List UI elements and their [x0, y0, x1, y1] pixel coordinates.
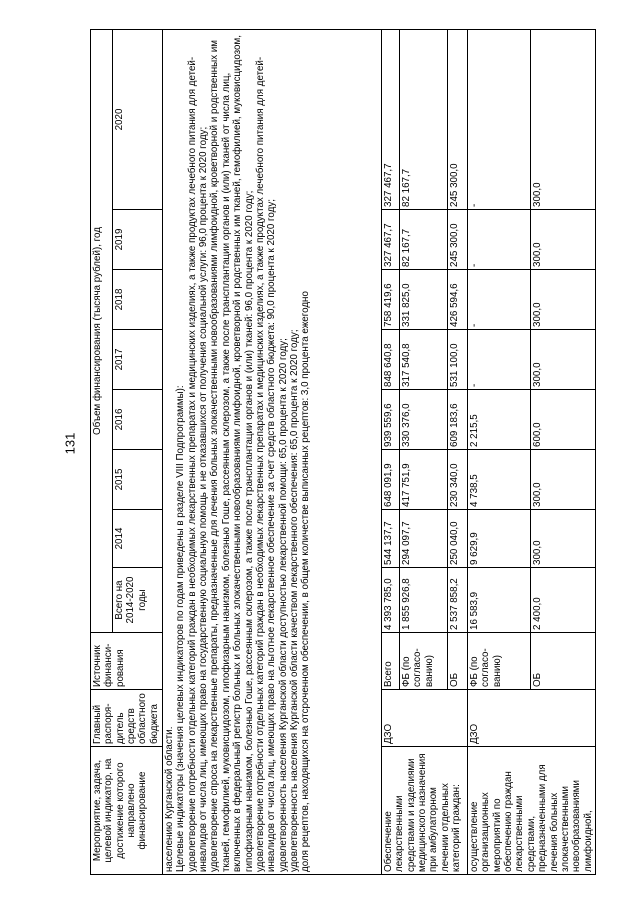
value-cell: - — [468, 270, 531, 330]
source-cell: ОБ — [448, 633, 468, 690]
value-cell: - — [468, 330, 531, 390]
value-cell: - — [468, 210, 531, 270]
page-number: 131 — [62, 432, 78, 455]
source-cell: ФБ (по согласо-ванию) — [468, 633, 531, 690]
value-cell: 300,0 — [530, 29, 595, 209]
measure-cell: осуществление организационных мероприятий по обеспечению граждан лекарственными средствами, предназначенными для лечения больных злокачественными новообразованиями лимфоидной, — [468, 747, 596, 875]
value-cell: 417 751,9 — [400, 450, 448, 510]
value-cell: 544 137,7 — [382, 510, 400, 568]
header-year: 2015 — [113, 450, 163, 510]
total-cell: 2 537 858,2 — [448, 568, 468, 633]
value-cell: 245 300,0 — [448, 29, 468, 209]
value-cell: 300,0 — [530, 210, 595, 270]
value-cell: 300,0 — [530, 450, 595, 510]
executor-cell: ДЗО — [468, 690, 596, 747]
header-year: 2016 — [113, 390, 163, 450]
header-year: 2020 — [113, 29, 163, 209]
table-row — [468, 29, 531, 874]
header-total: Всего на 2014-2020 годы — [113, 568, 163, 633]
header-year: 2019 — [113, 210, 163, 270]
value-cell: 300,0 — [530, 270, 595, 330]
source-cell: Всего — [382, 633, 400, 690]
value-cell: 848 640,8 — [382, 330, 400, 390]
value-cell: - — [468, 29, 531, 209]
header-measure: Мероприятие, задача, целевой индикатор, на достижение которого направлено финансирование — [91, 747, 163, 875]
total-cell: 4 393 785,0 — [382, 568, 400, 633]
description-line: Целевые индикаторы (значения целевых индикаторов по годам приведены в разделе VIII Подпрограммы): — [175, 385, 187, 872]
source-cell: ФБ (по согласо-ванию) — [400, 633, 448, 690]
value-cell: 531 100,0 — [448, 330, 468, 390]
value-cell: 250 040,0 — [448, 510, 468, 568]
value-cell: 300,0 — [530, 510, 595, 568]
target-indicators-text — [163, 29, 382, 874]
value-cell: 82 167,7 — [400, 210, 448, 270]
rotated-table-container — [90, 30, 630, 875]
table-row — [382, 29, 400, 874]
value-cell: 294 097,7 — [400, 510, 448, 568]
value-cell: 331 825,0 — [400, 270, 448, 330]
financing-table — [90, 29, 596, 875]
description-line: доля рецептов, находящихся на отсроченном обеспечении, в общем количестве выписанных рецептов: 3,0 процента ежегодно — [300, 291, 312, 872]
header-source: Источник финанси-рования — [91, 633, 163, 690]
value-cell: 300,0 — [530, 330, 595, 390]
description-line: удовлетворение потребности отдельных категорий граждан в необходимых лекарственных препаратах и медицинских изделиях, а также продуктах лечебного питания для детей-инвалидов от числа лиц, имеющих право на государственную социальную помощь и не отказавшихся от получения социальной услуги: 96,0 процента к 2020 году; — [186, 56, 210, 872]
description-line: населению Курганской области. — [164, 726, 175, 872]
description-line: удовлетворенность населения Курганской области доступностью лекарственной помощи: 65,0 процента к 2020 году; — [277, 338, 289, 872]
value-cell: 245 300,0 — [448, 210, 468, 270]
value-cell: 2 215,5 — [468, 390, 531, 450]
measure-cell: Обеспечение лекарственными средствами и изделиями медицинского назначения при амбулаторном лечении отдельных категорий граждан: — [382, 747, 468, 875]
header-year: 2014 — [113, 510, 163, 568]
executor-cell: ДЗО — [382, 690, 468, 747]
description-line: удовлетворенность населения Курганской области качеством лекарственного обеспечения: 65,0 процента к 2020 году; — [288, 329, 300, 872]
value-cell: 600,0 — [530, 390, 595, 450]
value-cell: 82 167,7 — [400, 29, 448, 209]
source-cell: ОБ — [530, 633, 595, 690]
value-cell: 230 340,0 — [448, 450, 468, 510]
description-line: удовлетворение потребности отдельных категорий граждан в необходимых лекарственных препаратах и медицинских изделиях, а также продуктах лечебного питания для детей-инвалидов от числа лиц, имеющих право на льготное лекарственное обеспечение за счет средств областного бюджета: 90,0 процента к 2020 году; — [254, 56, 278, 872]
value-cell: 648 091,9 — [382, 450, 400, 510]
header-year: 2017 — [113, 330, 163, 390]
header-year: 2018 — [113, 270, 163, 330]
value-cell: 9 629,9 — [468, 510, 531, 568]
header-volume: Объем финансирования (тысяча рублей), год — [91, 29, 113, 632]
value-cell: 317 540,8 — [400, 330, 448, 390]
value-cell: 4 738,5 — [468, 450, 531, 510]
value-cell: 609 183,6 — [448, 390, 468, 450]
value-cell: 426 594,6 — [448, 270, 468, 330]
header-executor: Главный распоря-дитель средств областного бюджета — [91, 690, 163, 747]
total-cell: 2 400,0 — [530, 568, 595, 633]
value-cell: 758 419,6 — [382, 270, 400, 330]
total-cell: 1 855 926,8 — [400, 568, 448, 633]
value-cell: 327 467,7 — [382, 210, 400, 270]
value-cell: 939 559,6 — [382, 390, 400, 450]
value-cell: 330 376,0 — [400, 390, 448, 450]
value-cell: 327 467,7 — [382, 29, 400, 209]
total-cell: 16 583,9 — [468, 568, 531, 633]
description-line: удовлетворение спроса на лекарственные препараты, предназначенные для лечения больных злокачественными новообразованиями лимфоидной, кроветворной и родственных им тканей, гемофилией, муковисцидозом, гипофизарным нанизмом, болезнью Гоше, рассеянным склерозом, а также после трансплантации органов и (или) тканей от числа лиц, включенных в федеральный регистр больных и больных злокачественными новообразованиями лимфоидной, кроветворной и родственных им тканей, гемофилией, муковисцидозом, гипофизарным нанизмом, болезнью Гоше, рассеянным склерозом, а также после трансплантации органов и (или) тканей: 96,0 процента к 2020 году; — [209, 35, 255, 872]
